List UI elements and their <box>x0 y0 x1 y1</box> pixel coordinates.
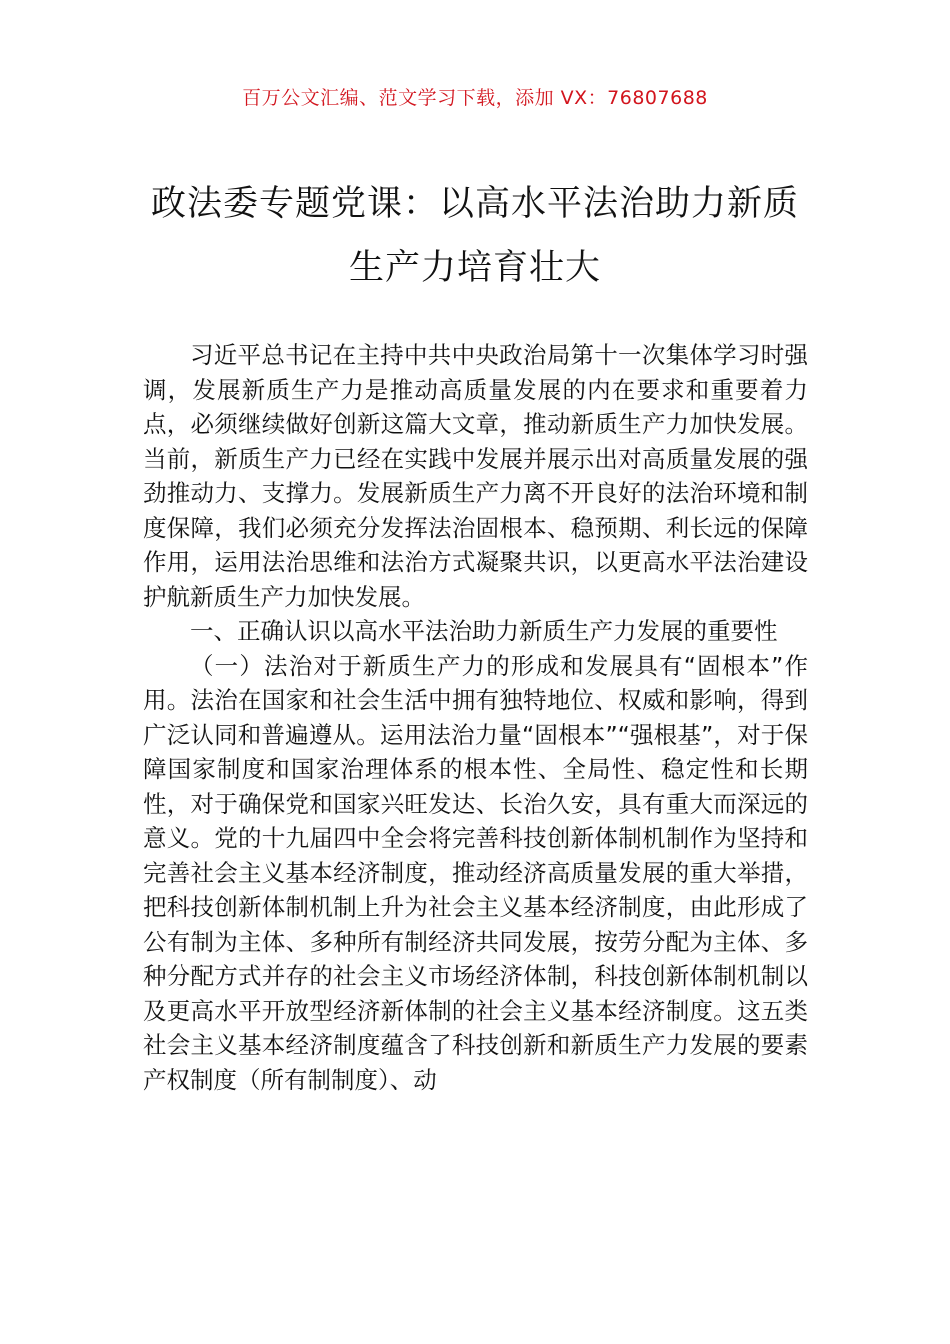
title-line-1: 政法委专题党课：以高水平法治助力新质 <box>150 184 799 224</box>
subsection-paragraph-1: （一）法治对于新质生产力的形成和发展具有“固根本”作用。法治在国家和社会生活中拥有独特地位、权威和影响，得到广泛认同和普遍遵从。运用法治力量“固根本”“强根基”，对于保障国家制度和国家治理体系的根本性、全局性、稳定性和长期性，对于确保党和国家兴旺发达、长治久安，具有重大而深远的意义。党的十九届四中全会将完善科技创新体制机制作为坚持和完善社会主义基本经济制度，推动经济高质量发展的重大举措，把科技创新体制机制上升为社会主义基本经济制度，由此形成了公有制为主体、多种所有制经济共同发展，按劳分配为主体、多种分配方式并存的社会主义市场经济体制，科技创新体制机制以及更高水平开放型经济新体制的社会主义基本经济制度。这五类社会主义基本经济制度蕴含了科技创新和新质生产力发展的要素产权制度（所有制制度）、动 <box>143 651 808 1094</box>
title-line-2: 生产力培育壮大 <box>348 248 601 288</box>
document-body <box>143 338 808 1097</box>
section-heading-1: 一、正确认识以高水平法治助力新质生产力发展的重要性 <box>190 617 778 645</box>
document-title <box>140 172 810 300</box>
intro-paragraph: 习近平总书记在主持中共中央政治局第十一次集体学习时强调，发展新质生产力是推动高质量发展的内在要求和重要着力点，必须继续做好创新这篇大文章，推动新质生产力加快发展。当前，新质生产力已经在实践中发展并展示出对高质量发展的强劲推动力、支撑力。发展新质生产力离不开良好的法治环境和制度保障，我们必须充分发挥法治固根本、稳预期、利长远的保障作用，运用法治思维和法治方式凝聚共识，以更高水平法治建设护航新质生产力加快发展。 <box>143 341 808 611</box>
header-download-note: 百万公文汇编、范文学习下载，添加 VX：76807688 <box>242 87 708 109</box>
